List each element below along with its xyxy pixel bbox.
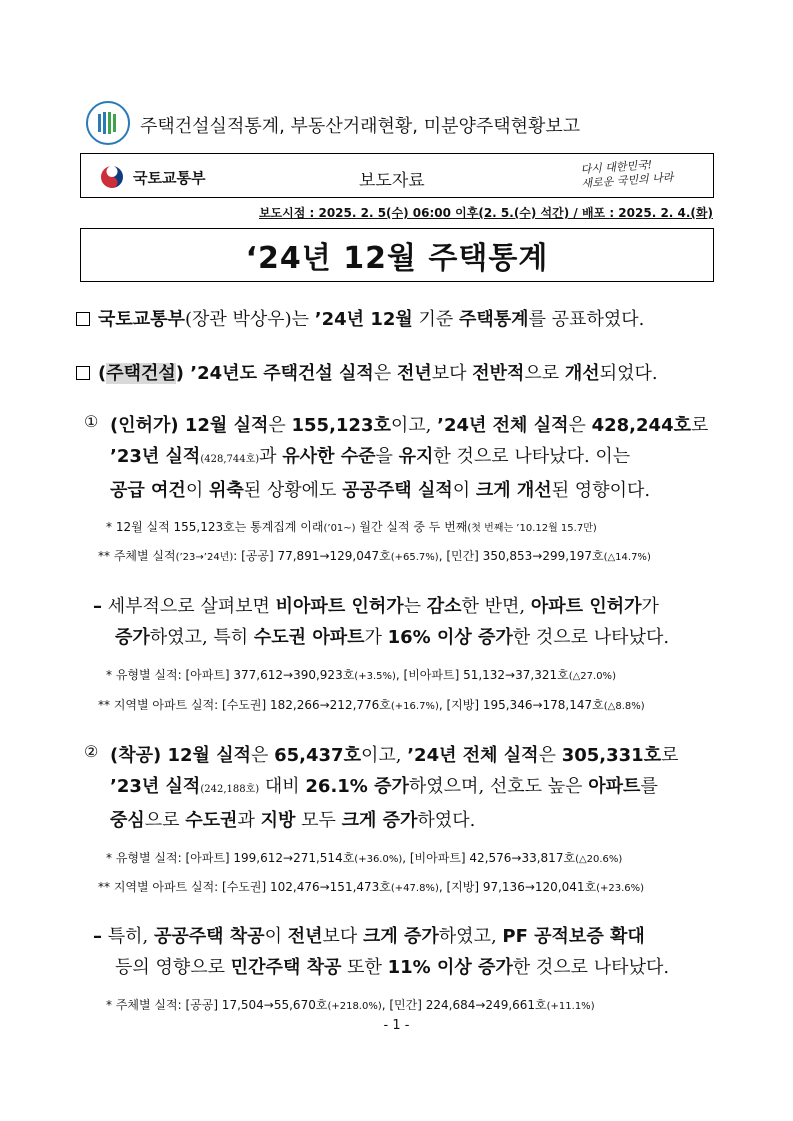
title-box	[80, 228, 714, 282]
permit-detail	[93, 591, 733, 653]
section-permit-line-1: (인허가) 12월 실적은 155,123호이고, ’24년 전체 실적은 428,244호로	[110, 415, 709, 436]
doc-type: 보도자료	[359, 171, 425, 191]
section-permit-number: ①	[84, 412, 99, 431]
permit-detail-line-2: 증가하였고, 특히 수도권 아파트가 16% 이상 증가한 것으로 나타났다.	[115, 627, 670, 648]
start-detail-note-1: * 주체별 실적: [공공] 17,504→55,670호(+218.0%), [민간] 224,684→249,661호(+11.1%)	[106, 998, 595, 1012]
section-start-line-2: ’23년 실적(242,188호) 대비 26.1% 증가하였으며, 선호도 높은 아파트를	[110, 776, 658, 797]
section-start-line-1: (착공) 12월 실적은 65,437호이고, ’24년 전체 실적은 305,331호로	[110, 745, 679, 766]
section-permit-line-2: ’23년 실적(428,744호)과 유사한 수준을 유지한 것으로 나타났다. 이는	[110, 446, 631, 467]
start-detail-line-2: 등의 영향으로 민간주택 착공 또한 11% 이상 증가한 것으로 나타났다.	[115, 957, 670, 978]
paragraph-construction: (주택건설) ’24년도 주택건설 실적은 전년보다 전반적으로 개선되었다.	[76, 359, 726, 389]
slogan-line-1: 다시 대한민국!	[580, 158, 653, 177]
government-emblem-icon	[86, 101, 130, 145]
slogan	[580, 157, 674, 191]
checkbox-bullet-icon	[76, 312, 90, 326]
permit-note-1: * 12월 실적 155,123호는 통계집계 이래(’01~) 월간 실적 중 두 번째(첫 번째는 ’10.12월 15.7만)	[106, 520, 597, 534]
section-permit-line-3: 공급 여건이 위축된 상황에도 공공주택 실적이 크게 개선된 영향이다.	[110, 480, 651, 501]
section-start-number: ②	[84, 742, 99, 761]
start-detail	[93, 921, 733, 983]
ministry-name: 국토교통부	[133, 168, 206, 187]
press-header-box	[80, 153, 714, 198]
release-info: 보도시점 : 2025. 2. 5(수) 06:00 이후(2. 5.(수) 석간) / 배포 : 2025. 2. 4.(화)	[258, 206, 713, 220]
permit-detail-note-1: * 유형별 실적: [아파트] 377,612→390,923호(+3.5%), [비아파트] 51,132→37,321호(△27.0%)	[106, 668, 616, 682]
permit-note-2: ** 주체별 실적(’23→’24년): [공공] 77,891→129,047호(+65.7%), [민간] 350,853→299,197호(△14.7%)	[98, 549, 651, 563]
section-start	[110, 740, 730, 836]
section-start-line-3: 중심으로 수도권과 지방 모두 크게 증가하였다.	[110, 810, 476, 831]
page-title: ‘24년 12월 주택통계	[245, 241, 549, 276]
page-number: - 1 -	[383, 1018, 410, 1033]
permit-detail-line-1: – 세부적으로 살펴보면 비아파트 인허가는 감소한 반면, 아파트 인허가가	[93, 596, 659, 617]
permit-detail-note-2: ** 지역별 아파트 실적: [수도권] 182,266→212,776호(+16.7%), [지방] 195,346→178,147호(△8.8%)	[98, 698, 645, 712]
slogan-line-2: 새로운 국민의 나라	[581, 170, 674, 191]
start-detail-line-1: – 특히, 공공주택 착공이 전년보다 크게 증가하였고, PF 공적보증 확대	[93, 926, 645, 947]
ministry-logo	[99, 164, 205, 190]
report-header-title: 주택건설실적통계, 부동산거래현황, 미분양주택현황보고	[140, 116, 581, 137]
taegeuk-logo-icon	[99, 164, 125, 190]
start-note-1: * 유형별 실적: [아파트] 199,612→271,514호(+36.0%), [비아파트] 42,576→33,817호(△20.6%)	[106, 851, 623, 865]
section-permit	[110, 410, 730, 506]
start-note-2: ** 지역별 아파트 실적: [수도권] 102,476→151,473호(+47.8%), [지방] 97,136→120,041호(+23.6%)	[98, 880, 645, 894]
checkbox-bullet-icon	[76, 366, 90, 380]
paragraph-announce: 국토교통부(장관 박상우)는 ’24년 12월 기준 주택통계를 공표하였다.	[76, 305, 726, 335]
